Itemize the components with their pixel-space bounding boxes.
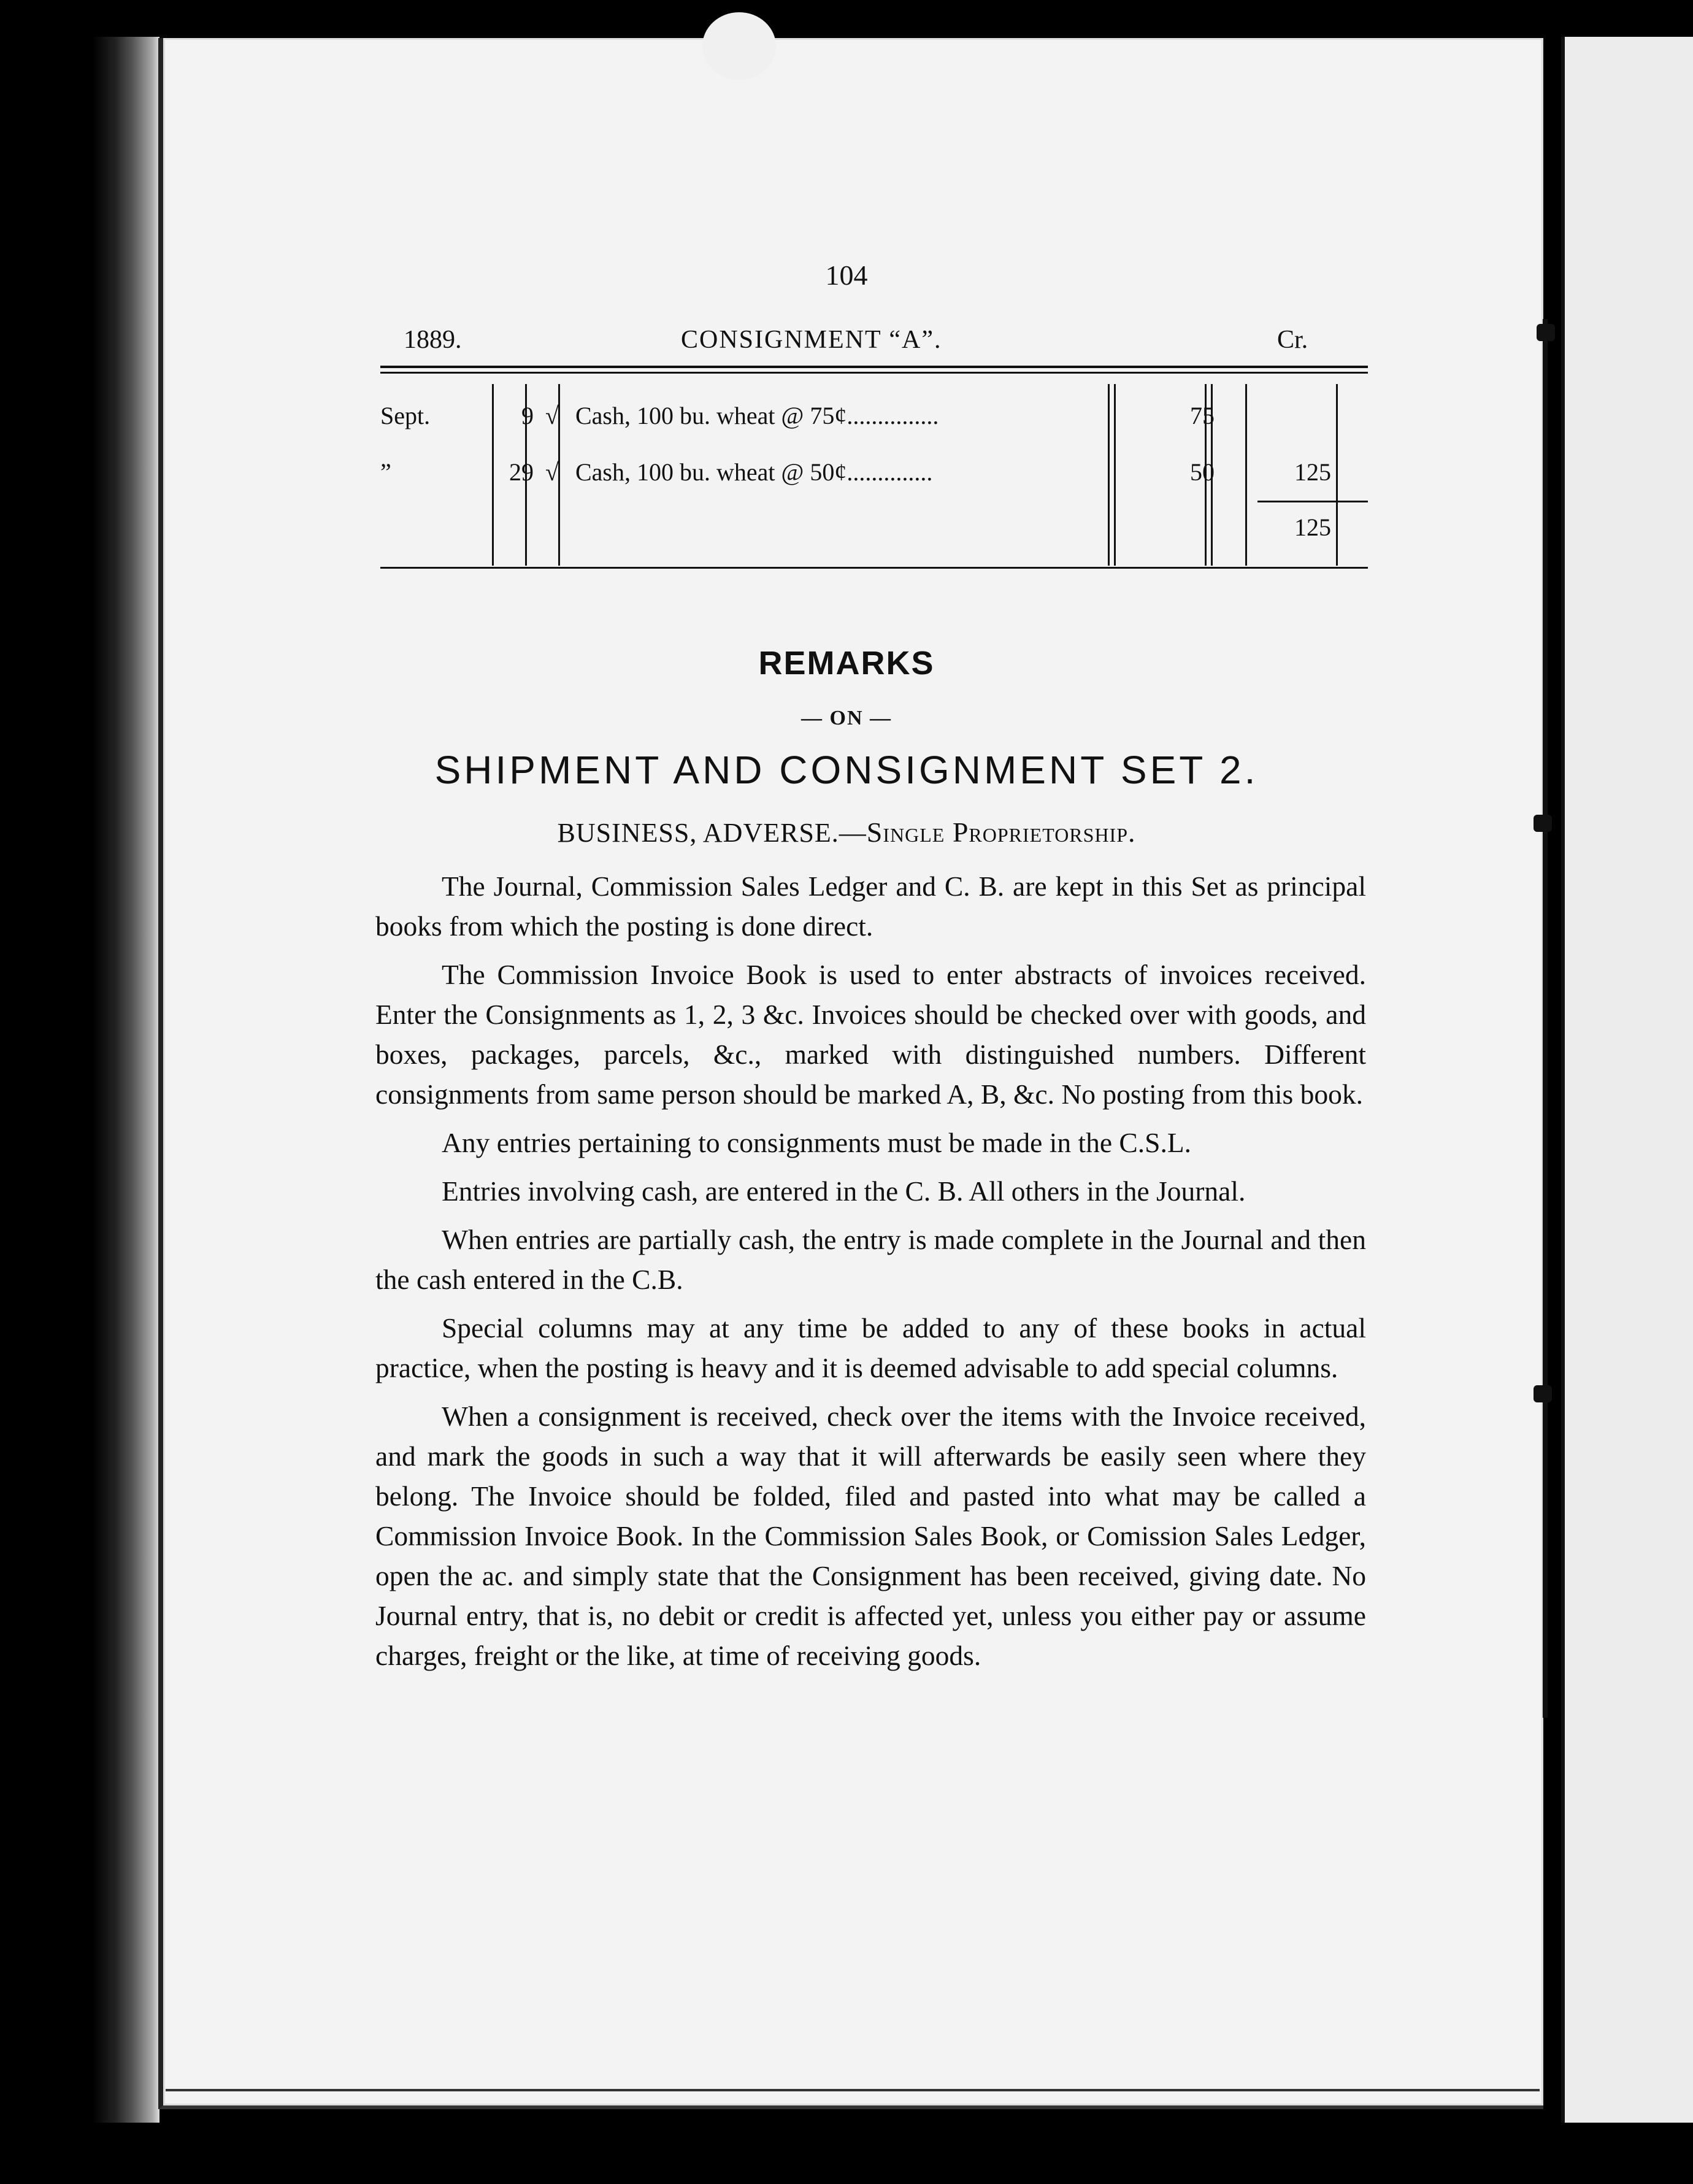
page-bottom-rule bbox=[166, 2089, 1540, 2091]
paragraph: The Journal, Commission Sales Ledger and C. B. are kept in this Set as principal books from which the posting is done direct. bbox=[375, 871, 1366, 942]
paragraph: Any entries pertaining to consignments must be made in the C.S.L. bbox=[442, 1127, 1191, 1158]
ledger-header bbox=[404, 325, 1354, 362]
ledger-year: 1889. bbox=[404, 326, 462, 354]
binding-thread bbox=[1543, 319, 1548, 1718]
check-mark: √ bbox=[545, 402, 559, 429]
ledger-amount: 50 bbox=[1190, 458, 1215, 486]
thread-knot bbox=[1537, 324, 1555, 341]
set-title: SHIPMENT AND CONSIGNMENT SET 2. bbox=[434, 748, 1259, 792]
ledger-table bbox=[380, 366, 1368, 574]
thread-knot bbox=[1534, 1385, 1552, 1402]
ledger-description: Cash, 100 bu. wheat @ 50¢.............. bbox=[575, 458, 933, 486]
ledger-month: ” bbox=[380, 458, 391, 486]
paper-stain bbox=[702, 12, 776, 80]
ledger-total: 125 bbox=[1294, 458, 1331, 486]
ledger-bottom-rule bbox=[380, 567, 1368, 569]
book-left-edge bbox=[92, 37, 159, 2123]
ledger-total-row bbox=[380, 513, 1368, 550]
business-type: BUSINESS, ADVERSE.— bbox=[557, 818, 867, 848]
ledger-row bbox=[380, 401, 1368, 438]
ledger-description: Cash, 100 bu. wheat @ 75¢............... bbox=[575, 402, 939, 429]
total-rule bbox=[1257, 501, 1368, 502]
paragraph: Entries involving cash, are entered in the C. B. All others in the Journal. bbox=[442, 1175, 1246, 1207]
ledger-side-label: Cr. bbox=[1277, 326, 1308, 354]
paragraph: The Commission Invoice Book is used to enter abstracts of invoices received. Enter the Consignments as 1, 2, 3 &c. Invoices should be checked over with goods, and boxes, packages, parcels, &c., marked with distinguished numbers. Different consignments from same person should be marked A, B, &c. No posting from this book. bbox=[375, 959, 1366, 1110]
page-number: 104 bbox=[825, 260, 868, 291]
paragraph: When entries are partially cash, the entry is made complete in the Journal and then the cash entered in the C.B. bbox=[375, 1224, 1366, 1295]
ledger-account-title: CONSIGNMENT “A”. bbox=[681, 326, 942, 354]
remarks-heading: REMARKS bbox=[758, 645, 935, 682]
ledger-amount: 75 bbox=[1190, 402, 1215, 429]
paragraph: When a consignment is received, check over the items with the Invoice received, and mark the goods in such a way that it will afterwards be easily seen where they belong. The Invoice should be folded, filed and pasted into what may be called a Commission Invoice Book. In the Commission Sales Book, or Comission Sales Ledger, open the ac. and simply state that the Consignment has been received, giving date. No Journal entry, that is, no debit or credit is affected yet, unless you either pay or assume charges, freight or the like, at time of receiving goods. bbox=[375, 1401, 1366, 1671]
remarks-on: — ON — bbox=[801, 707, 892, 729]
ledger-month: Sept. bbox=[380, 402, 431, 429]
remarks-body bbox=[375, 866, 1366, 1684]
paragraph: Special columns may at any time be added to any of these books in actual practice, when the posting is heavy and it is deemed advisable to add special columns. bbox=[375, 1312, 1366, 1383]
ledger-top-rule-2 bbox=[380, 372, 1368, 374]
ledger-day: 29 bbox=[509, 458, 534, 486]
ledger-day: 9 bbox=[521, 402, 534, 429]
proprietorship-type: Single Proprietorship. bbox=[866, 817, 1136, 848]
ledger-grand-total: 125 bbox=[1294, 513, 1331, 541]
check-mark: √ bbox=[545, 458, 559, 486]
facing-page-edge bbox=[1561, 37, 1693, 2123]
ledger-row bbox=[380, 458, 1368, 494]
ledger-top-rule bbox=[380, 366, 1368, 368]
business-subtitle bbox=[0, 816, 1693, 848]
